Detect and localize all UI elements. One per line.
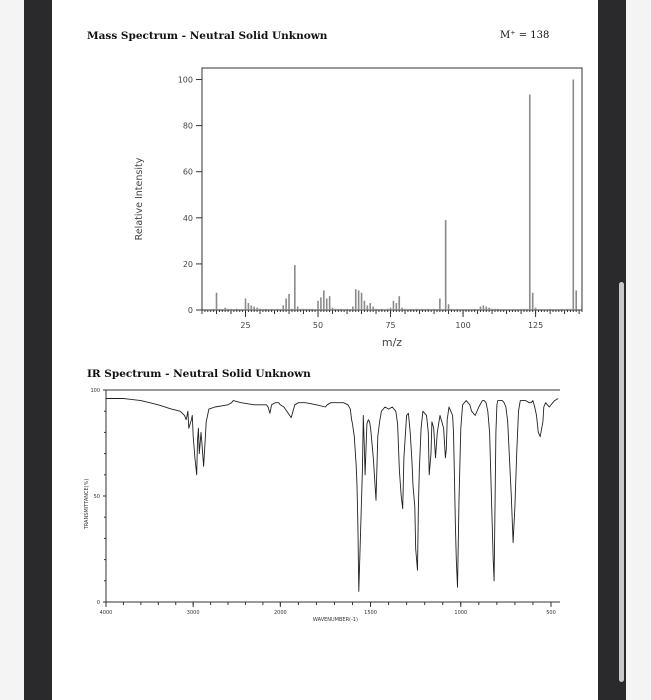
ms-ytick-label: 80 bbox=[182, 121, 193, 131]
ir-xtick-label: 1000 bbox=[454, 610, 468, 616]
ir-xtick-label: 2000 bbox=[273, 610, 287, 616]
mass-spectrum-title: Mass Spectrum - Neutral Solid Unknown bbox=[87, 30, 328, 42]
ms-ytick-label: 20 bbox=[182, 259, 193, 269]
ms-ytick-label: 40 bbox=[182, 213, 193, 223]
ms-xtick-label: 25 bbox=[240, 321, 251, 330]
scrollbar-thumb[interactable] bbox=[619, 282, 624, 682]
right-margin bbox=[626, 0, 651, 700]
ms-ytick-label: 100 bbox=[177, 75, 193, 85]
left-frame bbox=[24, 0, 52, 700]
ms-ytick-label: 60 bbox=[182, 167, 193, 177]
ms-ytick-label: 0 bbox=[187, 306, 193, 315]
ms-xtick-label: 100 bbox=[455, 321, 471, 330]
ir-ytick-label: 100 bbox=[90, 388, 100, 394]
ir-xlabel: WAVENUMBER(-1) bbox=[312, 617, 358, 623]
ir-spectrum-title: IR Spectrum - Neutral Solid Unknown bbox=[87, 368, 311, 380]
ir-ytick-label: 50 bbox=[93, 494, 100, 500]
document-page bbox=[52, 0, 598, 700]
ms-ylabel: Relative Intensity bbox=[134, 157, 145, 241]
ms-xtick-label: 125 bbox=[527, 321, 544, 330]
ir-spectrum-line bbox=[106, 399, 558, 592]
ir-xtick-label: 500 bbox=[546, 610, 556, 616]
ms-xlabel: m/z bbox=[381, 336, 403, 349]
ir-xtick-label: 1500 bbox=[364, 610, 377, 616]
mass-spectrum-chart bbox=[102, 60, 592, 360]
molecular-ion-label: M⁺ = 138 bbox=[500, 30, 550, 41]
ms-xtick-label: 50 bbox=[312, 321, 324, 330]
ir-spectrum-chart bbox=[82, 384, 572, 624]
ir-xtick-label: 4000 bbox=[99, 610, 113, 616]
ms-xtick-label: 75 bbox=[385, 321, 396, 330]
ir-xtick-label: 3000 bbox=[186, 610, 200, 616]
ir-ylabel: TRANSMITTANCE(%) bbox=[84, 478, 90, 530]
ms-plot-frame bbox=[202, 68, 582, 310]
ir-ytick-label: 0 bbox=[96, 600, 100, 606]
